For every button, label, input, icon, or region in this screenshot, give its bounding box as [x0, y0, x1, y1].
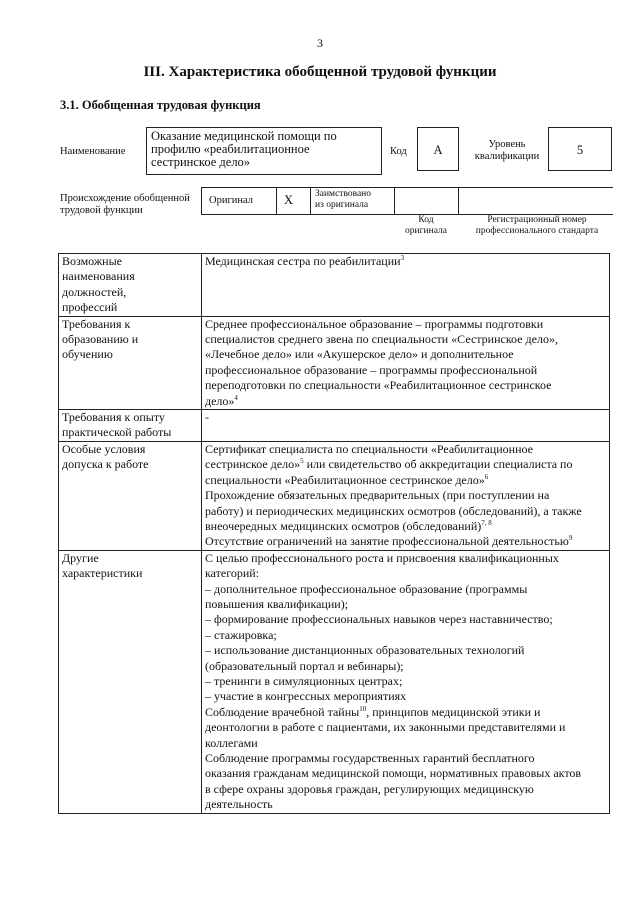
content-line [205, 363, 605, 378]
divider [276, 187, 277, 215]
content-text: коллегами [205, 735, 258, 750]
content-text: Медицинская сестра по реабилитации [205, 254, 401, 268]
subsection-title: 3.1. Обобщенная трудовая функция [60, 98, 261, 112]
content-line [205, 534, 605, 549]
content-text: Прохождение обязательных предварительных (при поступлении на [205, 488, 550, 503]
footnote-ref: 10 [359, 704, 367, 713]
reg-number-caption: Регистрационный номер профессионального стандарта [475, 215, 599, 236]
table-row [59, 410, 610, 442]
content-text: категорий: [205, 566, 260, 581]
content-line [205, 582, 605, 597]
row-label-line: Другие [62, 550, 99, 565]
row-label-line: обучению [62, 347, 113, 362]
content-text: Соблюдение программы государственных гарантий бесплатного [205, 751, 535, 765]
footnote-ref: 6 [484, 472, 489, 481]
level-label: Уровень квалификации [474, 139, 540, 162]
original-mark: X [284, 193, 294, 207]
section-title: III. Характеристика обобщенной трудовой функции [143, 64, 497, 80]
content-line [205, 457, 605, 472]
content-text: специалистов среднего звена по специальности «Сестринское дело», [205, 332, 558, 347]
content-line [205, 659, 605, 674]
table-row [59, 441, 610, 550]
row-label-line: Требования к опыту [62, 410, 165, 425]
content-line [205, 504, 605, 519]
content-line [205, 720, 605, 735]
original-label: Оригинал [209, 195, 253, 206]
row-label [59, 254, 202, 317]
origin-label: Происхождение обобщенной трудовой функции [60, 193, 190, 216]
content-line [205, 751, 605, 766]
content-text: Соблюдение врачебной тайны [205, 704, 360, 719]
content-text: - [205, 410, 209, 425]
footnote-ref: 3 [400, 254, 405, 262]
row-label [59, 441, 202, 550]
content-line [205, 488, 605, 503]
code-original-caption: Код оригинала [405, 215, 447, 236]
content-text: переподготовки по специальности «Реабилитационное сестринское [205, 378, 552, 393]
content-line [205, 378, 605, 393]
table-row [59, 254, 610, 317]
content-text: «Лечебное дело» или «Акушерское дело» и дополнительное [205, 347, 514, 362]
row-label-line: Требования к [62, 316, 131, 331]
content-line [205, 394, 605, 409]
name-value-line: профилю «реабилитационное [151, 142, 310, 156]
row-content [202, 441, 610, 550]
content-line [205, 705, 605, 720]
row-content [202, 316, 610, 409]
name-value-box [146, 127, 382, 175]
content-text: – формирование профессиональных навыков через наставничество; [205, 612, 553, 627]
row-label-line: Особые условия [62, 441, 146, 456]
footnote-ref: 4 [234, 393, 238, 402]
content-text: С целью профессионального роста и присвоения квалификационных [205, 550, 559, 565]
row-label-line: допуска к работе [62, 457, 149, 472]
content-line [205, 566, 605, 581]
content-text: Отсутствие ограничений на занятие профессиональной деятельностью [205, 534, 569, 549]
content-text: внеочередных медицинских осмотров (обследований) [205, 518, 482, 533]
content-line [205, 766, 605, 781]
content-text: (образовательный портал и вебинары); [205, 658, 404, 673]
content-text: или свидетельство об аккредитации специалиста по [303, 457, 573, 472]
footnote-ref: 9 [568, 534, 573, 543]
content-text: , принципов медицинской этики и [366, 704, 541, 719]
content-text: – стажировка; [205, 627, 277, 642]
table-row [59, 550, 610, 813]
row-label-line: должностей, [62, 284, 127, 299]
content-line [205, 410, 605, 425]
divider [394, 187, 395, 215]
row-label [59, 316, 202, 409]
page-number: 3 [317, 36, 323, 50]
content-line [205, 797, 605, 812]
footnote-ref: 5 [300, 457, 304, 466]
content-text: – тренинги в симуляционных центрах; [205, 673, 403, 688]
content-text: повышения квалификации); [205, 596, 349, 611]
content-text: сестринское дело» [205, 457, 301, 472]
content-line [205, 628, 605, 643]
content-line [205, 612, 605, 627]
content-line [205, 689, 605, 704]
divider [310, 187, 311, 215]
content-line [205, 736, 605, 751]
origin-box [201, 187, 613, 215]
characteristics-table [58, 253, 610, 814]
content-line [205, 674, 605, 689]
content-line [205, 473, 605, 488]
row-content [202, 254, 610, 317]
content-text: Сертификат специалиста по специальности «Реабилитационное [205, 441, 533, 456]
content-line [205, 442, 605, 457]
row-label-line: характеристики [62, 566, 143, 581]
content-text: деятельность [205, 797, 273, 812]
content-text: Среднее профессиональное образование – программы подготовки [205, 316, 544, 331]
content-text: профессиональное образование – программы профессиональной [205, 362, 538, 377]
content-line [205, 551, 605, 566]
content-text: оказания гражданам медицинской помощи, нормативных правовых актов [205, 766, 582, 781]
row-label-line: профессий [62, 300, 118, 315]
content-text: дело» [205, 393, 235, 408]
name-value-line: Оказание медицинской помощи по [151, 129, 337, 143]
content-line [205, 317, 605, 332]
divider [458, 187, 459, 215]
row-label-line: наименования [62, 269, 135, 284]
code-label: Код [390, 146, 407, 157]
content-line [205, 519, 605, 534]
content-line [205, 643, 605, 658]
content-line [205, 254, 605, 269]
name-value-line: сестринское дело» [151, 155, 251, 169]
row-content [202, 550, 610, 813]
row-label [59, 550, 202, 813]
content-line [205, 597, 605, 612]
content-line [205, 347, 605, 362]
content-line [205, 332, 605, 347]
row-content [202, 410, 610, 442]
level-value: 5 [548, 127, 612, 171]
content-text: в сфере охраны здоровья граждан, регулирующих медицинскую [205, 781, 534, 796]
row-label-line: Возможные [62, 254, 122, 268]
table-body [59, 254, 610, 814]
row-label [59, 410, 202, 442]
name-label: Наименование [60, 146, 126, 157]
borrowed-label: Заимствовано из оригинала [315, 189, 372, 210]
row-label-line: практической работы [62, 425, 172, 440]
content-text: специальности «Реабилитационное сестринское дело» [205, 472, 485, 487]
content-text: – участие в конгрессных мероприятиях [205, 689, 407, 704]
row-label-line: образованию и [62, 332, 139, 347]
code-value: А [417, 127, 459, 171]
content-text: деонтологии в работе с пациентами, их законными представителями и [205, 720, 566, 735]
content-line [205, 782, 605, 797]
footnote-ref: 7, 8 [481, 518, 492, 527]
table-row [59, 316, 610, 409]
content-text: работу) и периодических медицинских осмотров (обследований), а также [205, 503, 582, 518]
content-text: – использование дистанционных образовательных технологий [205, 643, 525, 658]
content-text: – дополнительное профессиональное образование (программы [205, 581, 528, 596]
